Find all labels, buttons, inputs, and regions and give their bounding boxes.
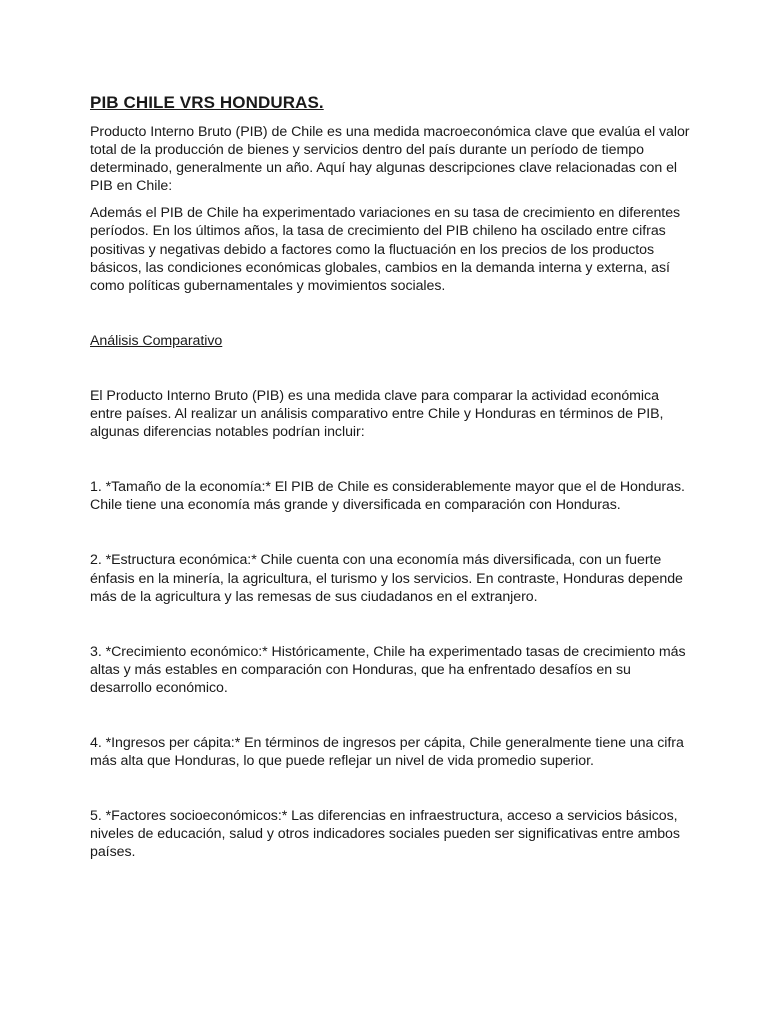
- section-heading: Análisis Comparativo: [90, 332, 223, 349]
- document-body: [90, 93, 690, 861]
- comparison-item-growth: 3. *Crecimiento económico:* Históricamente, Chile ha experimentado tasas de crecimiento más altas y más estables en comparación con Honduras, que ha enfrentado desafíos en su desarrollo económico.: [90, 643, 686, 696]
- comparison-item-structure: 2. *Estructura económica:* Chile cuenta con una economía más diversificada, con un fuerte énfasis en la minería, la agricultura, el turismo y los servicios. En contraste, Honduras depende más de la agricultura y las remesas de sus ciudadanos en el extranjero.: [90, 552, 683, 605]
- comparison-item-socioeconomic: 5. *Factores socioeconómicos:* Las diferencias en infraestructura, acceso a servicios básicos, niveles de educación, salud y otros indicadores sociales pueden ser significativas entre ambos países.: [90, 808, 680, 861]
- comparison-item-income: 4. *Ingresos per cápita:* En términos de ingresos per cápita, Chile generalmente tiene una cifra más alta que Honduras, lo que puede reflejar un nivel de vida promedio superior.: [90, 734, 684, 770]
- analysis-paragraph: El Producto Interno Bruto (PIB) es una medida clave para comparar la actividad económica entre países. Al realizar un análisis comparativo entre Chile y Honduras en términos de PIB, algunas diferencias notables podrían incluir:: [90, 387, 664, 441]
- growth-paragraph: Además el PIB de Chile ha experimentado variaciones en su tasa de crecimiento en diferentes períodos. En los últimos años, la tasa de crecimiento del PIB chileno ha oscilado entre cifras positivas y negativas debido a factores como la fluctuación en los precios de los productos básicos, las condiciones económicas globales, cambios en la demanda interna y externa, así como políticas gubernamentales y movimientos sociales.: [90, 205, 681, 294]
- document-title: PIB CHILE VRS HONDURAS.: [90, 93, 324, 112]
- comparison-item-size: 1. *Tamaño de la economía:* El PIB de Chile es considerablemente mayor que el de Honduras. Chile tiene una economía más grande y diversificada en comparación con Honduras.: [90, 479, 685, 514]
- intro-paragraph: Producto Interno Bruto (PIB) de Chile es una medida macroeconómica clave que evalúa el valor total de la producción de bienes y servicios dentro del país durante un período de tiempo determinado, generalmente un año. Aquí hay algunas descripciones clave relacionadas con el PIB en Chile:: [90, 124, 690, 195]
